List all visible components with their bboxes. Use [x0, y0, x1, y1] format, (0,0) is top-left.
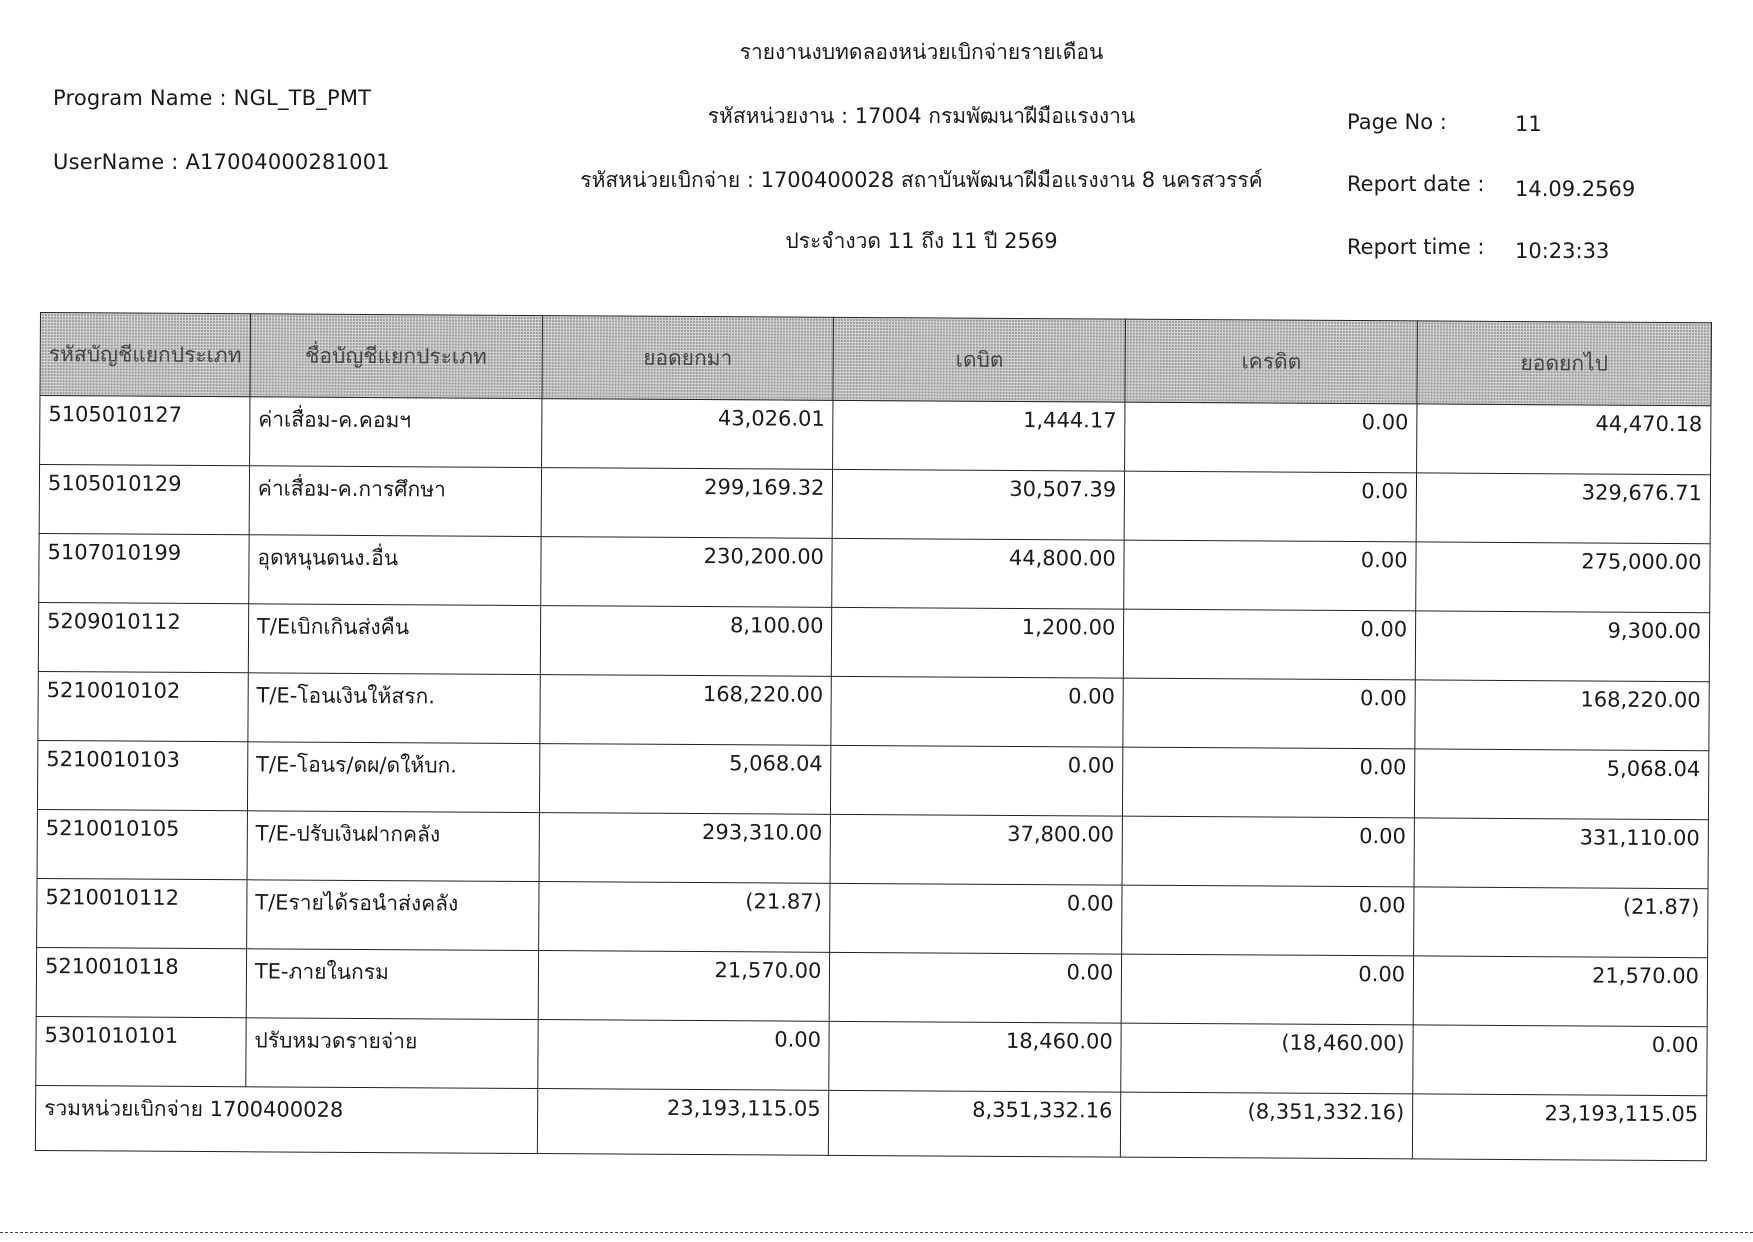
carried-forward-cell: 168,220.00	[1415, 680, 1709, 751]
account-name-cell: T/E-โอนเงินให้สรก.	[248, 673, 540, 744]
carried-forward-cell: (21.87)	[1414, 887, 1708, 958]
total-carried-forward: 23,193,115.05	[1412, 1094, 1706, 1161]
page-no-label: Page No :	[1347, 110, 1447, 134]
column-header-credit: เครดิต	[1125, 319, 1417, 404]
account-code-cell: 5210010112	[37, 878, 247, 948]
account-code-cell: 5210010103	[37, 740, 247, 810]
credit-cell: 0.00	[1123, 747, 1415, 818]
report-title: รายงานงบทดลองหน่วยเบิกจ่ายรายเดือน	[739, 40, 1104, 64]
table-header-row	[40, 313, 1711, 406]
account-code-cell: 5301010101	[36, 1016, 246, 1086]
brought-forward-cell: 230,200.00	[540, 537, 832, 608]
table-row	[39, 533, 1710, 612]
credit-cell: 0.00	[1124, 540, 1416, 611]
column-header-brought-forward: ยอดยกมา	[542, 316, 834, 401]
credit-cell: 0.00	[1125, 402, 1417, 473]
account-name-cell: TE-ภายในกรม	[246, 949, 538, 1020]
carried-forward-cell: 44,470.18	[1417, 404, 1711, 475]
brought-forward-cell: 8,100.00	[540, 606, 832, 677]
table-row	[37, 740, 1708, 819]
debit-cell: 44,800.00	[832, 538, 1124, 609]
credit-cell: 0.00	[1124, 471, 1416, 542]
debit-cell: 1,444.17	[833, 400, 1125, 471]
total-credit: (8,351,332.16)	[1121, 1092, 1413, 1159]
report-time-label: Report time :	[1347, 235, 1485, 259]
brought-forward-cell: 293,310.00	[539, 813, 831, 884]
agency-line: รหัสหน่วยงาน : 17004 กรมพัฒนาฝีมือแรงงาน	[707, 104, 1136, 128]
column-header-account-code: รหัสบัญชีแยกประเภท	[40, 313, 250, 397]
account-name-cell: T/E-โอนร/ดผ/ดให้บก.	[247, 742, 539, 813]
brought-forward-cell: 299,169.32	[541, 468, 833, 539]
total-row	[35, 1085, 1706, 1160]
total-brought-forward: 23,193,115.05	[537, 1089, 829, 1156]
credit-cell: 0.00	[1122, 816, 1414, 887]
page-no-value: 11	[1515, 112, 1542, 136]
credit-cell: 0.00	[1123, 678, 1415, 749]
brought-forward-cell: 5,068.04	[539, 744, 831, 815]
report-time-value: 10:23:33	[1515, 239, 1610, 263]
debit-cell: 0.00	[831, 745, 1123, 816]
period-line: ประจำงวด 11 ถึง 11 ปี 2569	[785, 229, 1058, 253]
debit-cell: 0.00	[830, 952, 1122, 1023]
trial-balance-table	[35, 312, 1712, 1161]
brought-forward-cell: 0.00	[537, 1020, 829, 1091]
total-label: รวมหน่วยเบิกจ่าย 1700400028	[35, 1085, 537, 1153]
column-header-carried-forward: ยอดยกไป	[1417, 321, 1711, 406]
column-header-account-name: ชื่อบัญชีแยกประเภท	[250, 314, 542, 399]
table-row	[38, 671, 1709, 750]
brought-forward-cell: 21,570.00	[538, 951, 830, 1022]
program-name: Program Name : NGL_TB_PMT	[53, 86, 372, 110]
account-code-cell: 5210010102	[38, 671, 248, 741]
credit-cell: 0.00	[1121, 954, 1413, 1025]
carried-forward-cell: 329,676.71	[1416, 473, 1710, 544]
table-row	[36, 1016, 1707, 1095]
table-row	[36, 947, 1707, 1026]
total-debit: 8,351,332.16	[829, 1090, 1121, 1157]
brought-forward-cell: 43,026.01	[541, 399, 833, 470]
carried-forward-cell: 331,110.00	[1414, 818, 1708, 889]
table-row	[37, 809, 1708, 888]
table-row	[38, 602, 1709, 681]
carried-forward-cell: 0.00	[1413, 1025, 1707, 1096]
column-header-debit: เดบิต	[833, 317, 1125, 402]
account-code-cell: 5107010199	[39, 533, 249, 603]
footer-divider	[0, 1232, 1753, 1233]
debit-cell: 0.00	[830, 883, 1122, 954]
debit-cell: 18,460.00	[829, 1021, 1121, 1092]
user-name: UserName : A17004000281001	[53, 150, 390, 174]
credit-cell: 0.00	[1122, 885, 1414, 956]
debit-cell: 37,800.00	[830, 814, 1122, 885]
table-row	[37, 878, 1708, 957]
credit-cell: (18,460.00)	[1121, 1023, 1413, 1094]
debit-cell: 0.00	[831, 676, 1123, 747]
account-code-cell: 5105010129	[39, 465, 249, 535]
account-name-cell: ปรับหมวดรายจ่าย	[246, 1018, 538, 1089]
account-name-cell: T/E-ปรับเงินฝากคลัง	[247, 811, 539, 882]
carried-forward-cell: 275,000.00	[1416, 542, 1710, 613]
account-name-cell: T/Eรายได้รอนำส่งคลัง	[247, 880, 539, 951]
report-date-value: 14.09.2569	[1515, 177, 1636, 201]
account-code-cell: 5105010127	[40, 396, 250, 466]
disbursing-unit-line: รหัสหน่วยเบิกจ่าย : 1700400028 สถาบันพัฒนาฝีมือแรงงาน 8 นครสวรรค์	[580, 168, 1263, 192]
carried-forward-cell: 5,068.04	[1415, 749, 1709, 820]
account-code-cell: 5210010105	[37, 809, 247, 879]
credit-cell: 0.00	[1124, 609, 1416, 680]
account-code-cell: 5209010112	[38, 602, 248, 672]
report-date-label: Report date :	[1347, 172, 1485, 196]
account-name-cell: อุดหนุนดนง.อื่น	[249, 535, 541, 606]
table-row	[40, 396, 1711, 475]
debit-cell: 1,200.00	[832, 607, 1124, 678]
account-name-cell: T/Eเบิกเกินส่งคืน	[248, 604, 540, 675]
debit-cell: 30,507.39	[833, 469, 1125, 540]
table-row	[39, 465, 1710, 544]
brought-forward-cell: (21.87)	[538, 882, 830, 953]
account-name-cell: ค่าเสื่อม-ค.คอมฯ	[249, 397, 541, 468]
carried-forward-cell: 21,570.00	[1413, 956, 1707, 1027]
account-name-cell: ค่าเสื่อม-ค.การศึกษา	[249, 466, 541, 537]
account-code-cell: 5210010118	[36, 947, 246, 1017]
brought-forward-cell: 168,220.00	[539, 675, 831, 746]
carried-forward-cell: 9,300.00	[1415, 611, 1709, 682]
